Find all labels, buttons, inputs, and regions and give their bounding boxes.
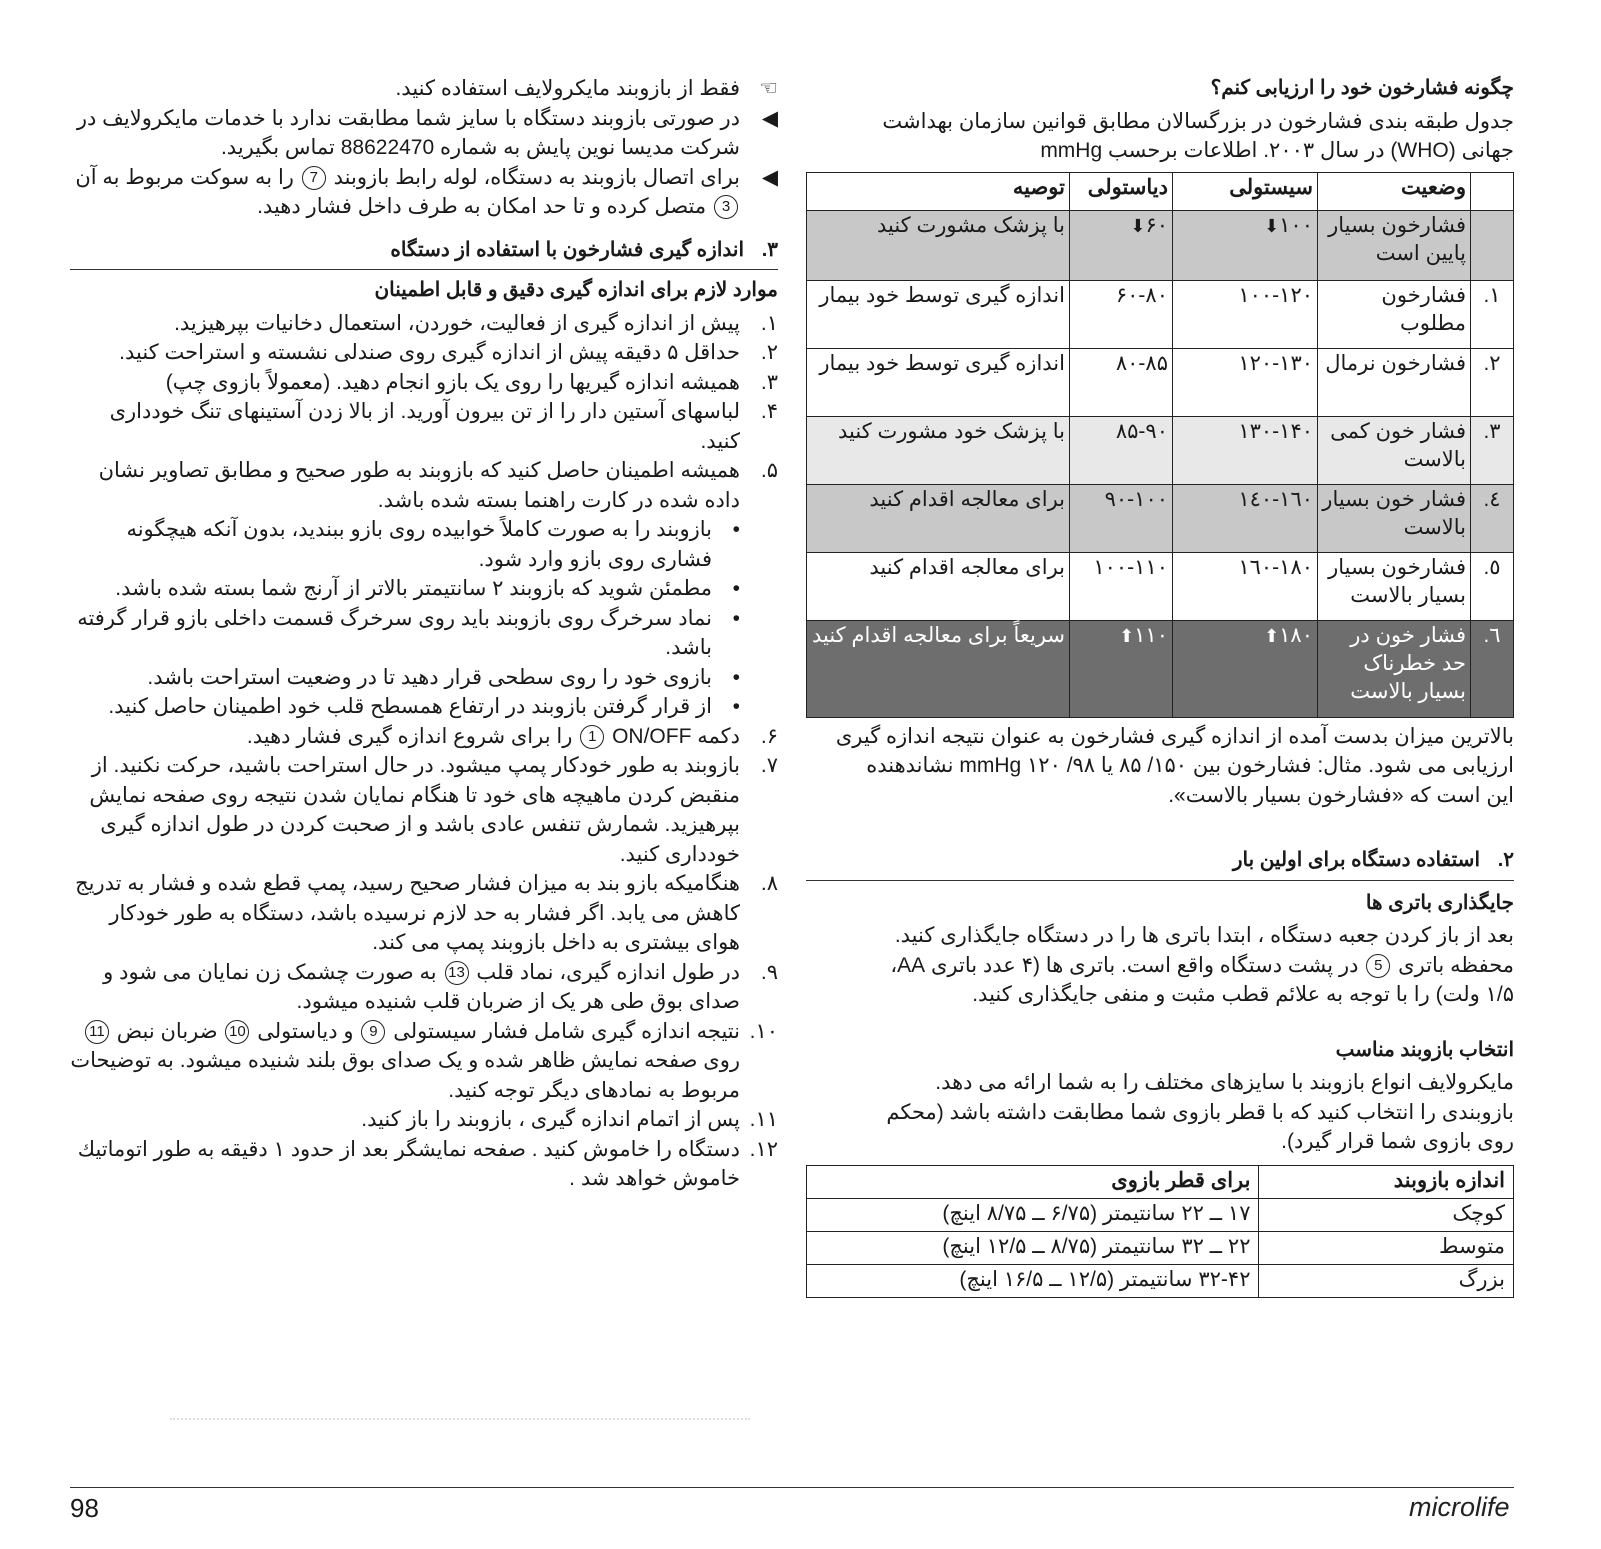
bp-diastolic-cell: ۸۵-۹۰ <box>1070 416 1173 484</box>
cuff-line-2: بازوبندی را انتخاب کنید که با قطر بازوی شما مطابقت داشته باشد (محکم <box>886 1100 1514 1124</box>
list-item: ۲. حداقل ۵ دقیقه پیش از اندازه گیری روی صندلی نشسته و استراحت کنید. <box>119 341 778 364</box>
faint-divider <box>170 1418 750 1420</box>
bp-header-systolic: سیستولی <box>1173 172 1318 210</box>
cuff-title: انتخاب بازوبند مناسب <box>1335 1038 1514 1061</box>
bp-diastolic-cell: ۸۰-۸۵ <box>1070 348 1173 416</box>
bp-row-number: ٥. <box>1471 552 1514 620</box>
list-item: • از قرار گرفتن بازوبند در ارتفاع همسطح قلب خود اطمینان حاصل کنید. <box>108 695 740 718</box>
bp-advice-cell: برای معالجه اقدام کنید <box>807 552 1070 620</box>
section-3-number: ۳. <box>761 238 778 261</box>
arrow-down-icon: ⬇ <box>1264 215 1280 236</box>
bp-note <box>806 722 1514 811</box>
table-row <box>807 348 1514 416</box>
section-2-heading <box>806 846 1514 881</box>
cuff-size-cell: متوسط <box>1259 1231 1514 1264</box>
list-item: ◀ برای اتصال بازوبند به دستگاه، لوله رابط بازوبند 7 را به سوکت مربوط به آن 3 متصل کرده و تا حد امکان به طرف داخل فشار دهید. <box>70 163 778 222</box>
list-item: • بازوی خود را روی سطحی قرار دهید تا در وضعیت استراحت باشد. <box>147 665 740 689</box>
list-item: ۶. دکمه ON/OFF 1 را برای شروع اندازه گیری فشار دهید. <box>246 724 778 748</box>
bp-systolic-cell: ۱٦۰-۱۸۰ <box>1173 552 1318 620</box>
list-item: ۱. پیش از اندازه گیری از فعالیت، خوردن، استعمال دخانیات بپرهیزید. <box>174 311 778 335</box>
bp-diastolic-cell: ۱۰۰-۱۱۰ <box>1070 552 1173 620</box>
ref-3-icon: 3 <box>714 195 738 219</box>
ref-11-icon: 11 <box>85 1020 109 1044</box>
bp-row-number <box>1471 210 1514 280</box>
bp-status-cell: فشار خون بسیار بالاست <box>1318 484 1471 552</box>
bp-table-body <box>807 210 1514 717</box>
cuff-header-diameter: برای قطر بازوی <box>807 1165 1259 1198</box>
ref-1-icon: 1 <box>580 725 604 749</box>
cuff-diameter-cell: ۱۷ ــ ۲۲ سانتیمتر (۶/۷۵ ــ ۸/۷۵ اینچ) <box>807 1198 1259 1231</box>
requirements-title: موارد لازم برای اندازه گیری دقیق و قابل اطمینان <box>374 279 778 301</box>
arrow-up-icon: ⬆ <box>1119 625 1135 646</box>
table-row <box>807 1231 1514 1264</box>
bp-row-number: ٤. <box>1471 484 1514 552</box>
bp-status-cell: فشار خون کمی بالاست <box>1318 416 1471 484</box>
list-item: ☜ فقط از بازوبند مایکرولایف استفاده کنید. <box>70 74 778 104</box>
page-number: 98 <box>70 1493 99 1523</box>
cuff-line-3: روی بازوی شما قرار گیرد). <box>1281 1130 1514 1153</box>
bp-status-cell: فشارخون بسیار بسیار بالاست <box>1318 552 1471 620</box>
list-item: ۳. همیشه اندازه گیریها را روی یک بازو انجام دهید. (معمولاً بازوی چپ) <box>165 370 778 394</box>
section-2-title: استفاده دستگاه برای اولین بار <box>1232 849 1480 871</box>
assessment-intro-line-2: جهانی (WHO) در سال ۲۰۰۳. اطلاعات برحسب mmHg <box>1040 139 1514 162</box>
bp-status-cell: فشار خون در حد خطرناک بسیار بالاست <box>1318 620 1471 717</box>
cuff-size-cell: کوچک <box>1259 1198 1514 1231</box>
cuff-size-table <box>806 1165 1514 1298</box>
list-item: ۴. لباسهای آستین دار را از تن بیرون آورید. از بالا زدن آستینهای تنگ خودداری کنید. <box>109 400 778 453</box>
ref-13-icon: 13 <box>445 961 469 985</box>
arrow-up-icon: ⬆ <box>1264 625 1280 646</box>
bp-row-number: ۳. <box>1471 416 1514 484</box>
cuff-diameter-cell: ۳۲-۴۲ سانتیمتر (۱۲/۵ ــ ۱۶/۵ اینچ) <box>807 1264 1259 1297</box>
arrow-down-icon: ⬇ <box>1130 215 1146 236</box>
list-item: • نماد سرخرگ روی بازوبند باید روی سرخرگ قسمت داخلی بازو قرار گرفته باشد. <box>77 606 740 659</box>
bp-diastolic-cell: ۶۰⬇ <box>1070 210 1173 280</box>
list-item: • بازوبند را به صورت کاملاً خوابیده روی بازو ببندید، بدون آنکه هیچگونه فشاری روی بازو وارد شود. <box>126 518 740 571</box>
footer-rule <box>70 1487 1514 1488</box>
bp-advice-cell: برای معالجه اقدام کنید <box>807 484 1070 552</box>
battery-line-1: بعد از باز کردن جعبه دستگاه ، ابتدا باتری ها را در دستگاه جایگذاری کنید. <box>894 924 1514 947</box>
bp-systolic-cell: ۱۸۰⬆ <box>1173 620 1318 717</box>
bp-note-line-2: ارزیابی می شود. مثال: فشارخون بین ۱۵۰/ ۸۵ یا ۹۸/ ۱۲۰ mmHg نشاندهنده <box>866 754 1514 777</box>
tips-list <box>70 74 778 222</box>
bp-header-advice: توصیه <box>807 172 1070 210</box>
bp-row-number: ٦. <box>1471 620 1514 717</box>
bp-advice-cell: با پزشک خود مشورت کنید <box>807 416 1070 484</box>
list-item: ۱۰. نتیجه اندازه گیری شامل فشار سیستولی 9 و دیاستولی 10 ضربان نبض 11 روی صفحه نمایش ظاهر شده و یک صدای بوق بلند شنیده میشود. به توضیحات مربوط به نمادهای دیگر توجه کنید. <box>70 1019 778 1102</box>
battery-line-2: محفظه باتری 5 در پشت دستگاه واقع است. باتری ها (۴ عدد باتری AA، <box>890 953 1514 977</box>
pointing-hand-icon: ☜ <box>759 77 778 100</box>
right-column <box>806 74 1514 1298</box>
battery-title: جایگذاری باتری ها <box>1365 891 1514 914</box>
bp-header-num <box>1471 172 1514 210</box>
table-row <box>807 1264 1514 1297</box>
steps-list <box>70 309 778 1194</box>
table-row <box>807 416 1514 484</box>
section-3-heading <box>70 236 778 271</box>
bp-status-cell: فشارخون مطلوب <box>1318 280 1471 348</box>
ref-10-icon: 10 <box>225 1020 249 1044</box>
bp-row-number: ۱. <box>1471 280 1514 348</box>
bp-header-diastolic: دیاستولی <box>1070 172 1173 210</box>
bp-diastolic-cell: ۱۱۰⬆ <box>1070 620 1173 717</box>
cuff-header-size: اندازه بازوبند <box>1259 1165 1514 1198</box>
bp-systolic-cell: ۱۰۰-۱۲۰ <box>1173 280 1318 348</box>
list-item: ◀ در صورتی بازوبند دستگاه با سایز شما مطابقت ندارد با خدمات مایکرولایف در شرکت مدیسا نوین پایش به شماره 88622470 تماس بگیرید. <box>70 104 778 163</box>
ref-5-icon: 5 <box>1366 954 1390 978</box>
bp-advice-cell: با پزشک مشورت کنید <box>807 210 1070 280</box>
list-item: ۵. همیشه اطمینان حاصل کنید که بازوبند به طور صحیح و مطابق تصاویر نشان داده شده در کارت راهنما بسته شده باشد. • بازوبند را به صورت کاملاً خوابیده روی بازو ببندید، بدون آنکه هیچگونه فشاری روی بازو وارد شود. • مطمئن شوید که بازوبند ۲ سانتیمتر بالاتر از آرنج شما بسته شده باشد. • نماد سرخرگ روی بازوبند باید روی سرخرگ قسمت داخلی بازو قرار گرفته باشد. • بازوی خود را روی سطحی قرار دهید تا در وضعیت استراحت باشد. • از قرار گرفتن بازوبند در ارتفاع همسطح قلب خود اطمینان حاصل کنید. <box>70 456 778 722</box>
bp-systolic-cell: ۱۲۰-۱۳۰ <box>1173 348 1318 416</box>
bp-status-cell: فشارخون نرمال <box>1318 348 1471 416</box>
list-item: ۸. هنگامیکه بازو بند به میزان فشار صحیح رسید، پمپ قطع شده و فشار به تدریج کاهش می یابد. اگر فشار به حد لازم نرسیده باشد، دستگاه به طور خودکار هوای بیشتری به داخل بازوبند پمپ می کند. <box>75 872 778 954</box>
battery-line-3: ۱/۵ ولت) را با توجه به علائم قطب مثبت و منفی جایگذاری کنید. <box>972 983 1514 1006</box>
section-2-number: ۲. <box>1497 849 1514 871</box>
bp-advice-cell: اندازه گیری توسط خود بیمار <box>807 280 1070 348</box>
list-item: ۹. در طول اندازه گیری، نماد قلب 13 به صورت چشمک زن نمایان می شود و صدای بوق طی هر یک از ضربان قلب شنیده میشود. <box>103 960 778 1013</box>
bp-classification-table <box>806 172 1514 718</box>
triangle-bullet-icon: ◀ <box>761 106 778 130</box>
bp-advice-cell: سریعاً برای معالجه اقدام کنید <box>807 620 1070 717</box>
list-item: ۱۱. پس از اتمام اندازه گیری ، بازوبند را باز کنید. <box>361 1108 778 1131</box>
brand-logo: microlife <box>1409 1492 1510 1522</box>
cuff-placement-bullets <box>70 515 740 722</box>
bp-row-number: ۲. <box>1471 348 1514 416</box>
cuff-size-cell: بزرگ <box>1259 1264 1514 1297</box>
table-row <box>807 280 1514 348</box>
bp-note-line-1: بالاترین میزان بدست آمده از اندازه گیری فشارخون به عنوان نتیجه اندازه گیری <box>835 724 1514 748</box>
bp-diastolic-cell: ۹۰-۱۰۰ <box>1070 484 1173 552</box>
table-row <box>807 552 1514 620</box>
ref-9-icon: 9 <box>361 1020 385 1044</box>
assessment-title: چگونه فشارخون خود را ارزیابی کنم؟ <box>1210 77 1514 99</box>
list-item: • مطمئن شوید که بازوبند ۲ سانتیمتر بالاتر از آرنج شما بسته شده باشد. <box>115 577 740 600</box>
triangle-bullet-icon: ◀ <box>761 165 778 189</box>
assessment-intro-line-1: جدول طبقه بندی فشارخون در بزرگسالان مطابق قوانین سازمان بهداشت <box>882 109 1514 133</box>
bp-advice-cell: اندازه گیری توسط خود بیمار <box>807 348 1070 416</box>
list-item: ۷. بازوبند به طور خودکار پمپ میشود. در حال استراحت باشید، حرکت نکنید. از منقبض کردن ماهیچه های خود تا هنگام نمایان شدن نتیجه روی صفحه نمایش بپرهیزید. شمارش تنفس عادی باشد و از صحبت کردن در طول اندازه گیری خودداری کنید. <box>89 754 778 866</box>
bp-note-line-3: این است که «فشارخون بسیار بالاست». <box>1168 783 1514 807</box>
table-row <box>807 1198 1514 1231</box>
cuff-line-1: مایکرولایف انواع بازوبند با سایزهای مختلف را به شما ارائه می دهد. <box>935 1071 1514 1094</box>
section-3-title: اندازه گیری فشارخون با استفاده از دستگاه <box>390 238 744 261</box>
cuff-diameter-cell: ۲۲ ــ ۳۲ سانتیمتر (۸/۷۵ ــ ۱۲/۵ اینچ) <box>807 1231 1259 1264</box>
table-row <box>807 484 1514 552</box>
ref-7-icon: 7 <box>302 166 326 190</box>
table-row <box>807 620 1514 717</box>
list-item: ۱۲. دستگاه را خاموش کنید . صفحه نمایشگر بعد از حدود ۱ دقیقه به طور اتوماتیك خاموش خواهد شد . <box>77 1137 778 1190</box>
table-row <box>807 210 1514 280</box>
left-column <box>70 74 778 1194</box>
bp-systolic-cell: ۱۳۰-۱۴۰ <box>1173 416 1318 484</box>
bp-systolic-cell: ۱٤۰-۱٦۰ <box>1173 484 1318 552</box>
bp-diastolic-cell: ۶۰-۸۰ <box>1070 280 1173 348</box>
bp-status-cell: فشارخون بسیار پایین است <box>1318 210 1471 280</box>
bp-systolic-cell: ۱۰۰⬇ <box>1173 210 1318 280</box>
bp-header-status: وضعیت <box>1318 172 1471 210</box>
